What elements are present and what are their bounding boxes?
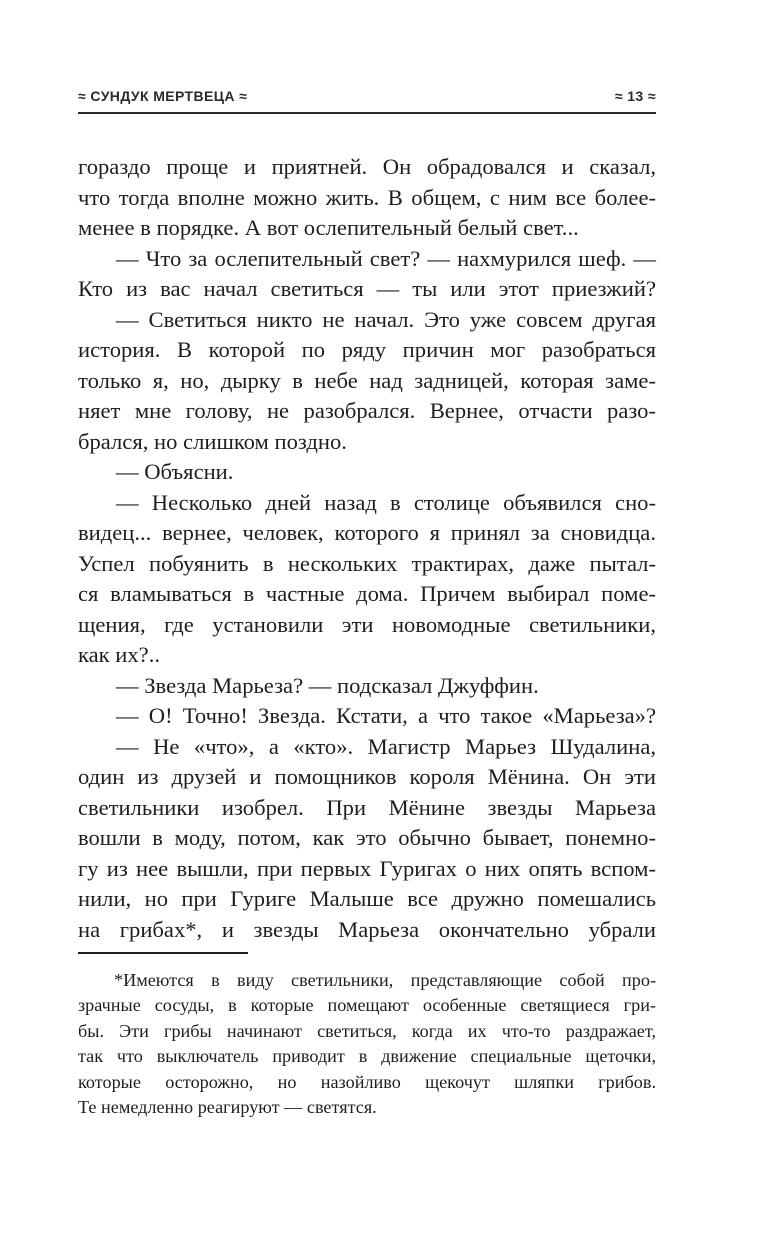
text-line: — Что за ослепительный свет? — нахмурился шеф. — [116,245,656,271]
text-line: видец... вернее, человек, которого я принял за сновидца. [78,520,656,545]
text-line: Успел побуянить в нескольких трактирах, даже пытал- [78,550,656,576]
text-line: — Несколько дней назад в столице объявился сно- [116,489,656,515]
main-text [78,152,656,945]
text-line: вошли в моду, потом, как это обычно бывает, понемно- [78,825,656,850]
text-line: светильники изобрел. При Мёнине звезды Марьеза [78,794,656,820]
text-line: только я, но, дырку в небе над задницей, которая заме- [78,367,656,393]
text-line: брался, но слишком поздно. [78,428,347,454]
text-line: гу из нее вышли, при первых Гуригах о них опять вспом- [78,855,656,881]
footnote-rule [78,952,248,954]
text-line: гораздо проще и приятней. Он обрадовался и сказал, [78,154,656,179]
text-line: — Звезда Марьеза? — подсказал Джуффин. [116,672,539,698]
footnote-line: которые осторожно, но назойливо щекочут шляпки грибов. [78,1071,656,1092]
text-line: один из друзей и помощников короля Мёнина. Он эти [78,764,656,789]
text-line: менее в порядке. А вот ослепительный белый свет... [78,215,579,240]
text-line: как их?.. [78,642,161,667]
running-title: ≈ СУНДУК МЕРТВЕЦА ≈ [78,88,248,104]
footnote-line: зрачные сосуды, в которые помещают особенные светящиеся гри- [78,995,656,1016]
running-header [78,88,656,110]
text-line: няет мне голову, не разобрался. Вернее, отчасти разо- [78,398,656,423]
footnote-line: Те немедленно реагируют — светятся. [78,1096,377,1117]
footnote-line: так что выключатель приводит в движение специальные щеточки, [78,1046,656,1067]
text-line: — Не «что», а «кто». Магистр Марьез Шудалина, [116,733,656,759]
text-line: на грибах*, и звезды Марьеза окончательно убрали [78,916,656,942]
footnote [78,968,656,1120]
footnote-line: бы. Эти грибы начинают светиться, когда их что-то раздражает, [78,1020,656,1041]
text-line: нили, но при Гуриге Малыше все дружно помешались [78,886,656,911]
footnote-line: *Имеются в виду светильники, представляющие собой про- [114,970,656,990]
text-line: — Объясни. [116,459,234,484]
text-line: щения, где установили эти новомодные светильники, [78,611,656,637]
text-line: Кто из вас начал светиться — ты или этот приезжий? [78,276,656,301]
page-number: ≈ 13 ≈ [614,88,656,104]
header-rule [78,112,656,114]
text-line: история. В которой по ряду причин мог разобраться [78,337,656,362]
text-line: — О! Точно! Звезда. Кстати, а что такое «Марьеза»? [116,703,656,728]
text-line: что тогда вполне можно жить. В общем, с ним все более- [78,184,656,210]
text-line: ся вламываться в частные дома. Причем выбирал поме- [78,581,656,606]
text-line: — Светиться никто не начал. Это уже совсем другая [116,306,656,332]
